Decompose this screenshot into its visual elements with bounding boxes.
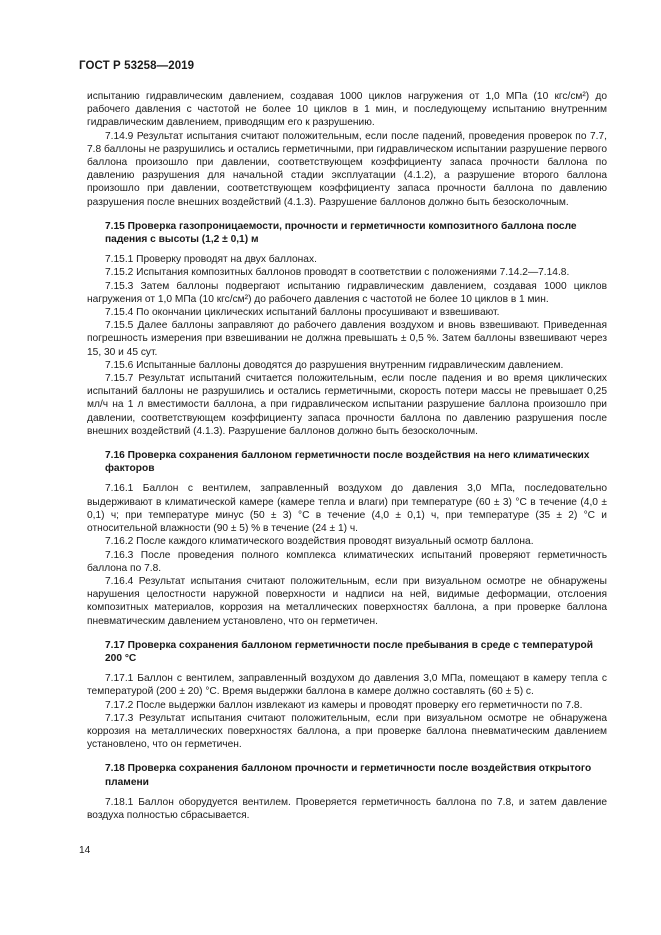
paragraph-7-15-6: 7.15.6 Испытанные баллоны доводятся до разрушения внутренним гидравлическим давлением. <box>105 359 564 371</box>
standard-code-header: ГОСТ Р 53258—2019 <box>79 60 195 72</box>
page-body <box>87 90 607 822</box>
paragraph-continuation: испытанию гидравлическим давлением, создавая 1000 циклов нагружения от 1,0 МПа (10 кгс/см²) до рабочего давления с частотой не более 10 циклов в 1 мин, и последующему испытанию внутренним гидравлическим давлением, приводящим его к разрушению. <box>87 91 607 129</box>
section-heading-7-18: 7.18 Проверка сохранения баллоном прочности и герметичности после воздействия открытого пламени <box>105 763 592 788</box>
paragraph-7-17-1: 7.17.1 Баллон с вентилем, заправленный воздухом до давления 3,0 МПа, помещают в камеру тепла с температурой (200 ± 20) °С. Время выдержки баллона в камере должно составлять (60 ± 5) с. <box>87 673 607 698</box>
paragraph-7-15-1: 7.15.1 Проверку проводят на двух баллонах. <box>105 254 317 266</box>
paragraph-7-18-1: 7.18.1 Баллон оборудуется вентилем. Проверяется герметичность баллона по 7.8, и затем давление воздуха полностью сбрасывается. <box>87 796 607 821</box>
section-heading-7-16: 7.16 Проверка сохранения баллоном герметичности после воздействия на него климатических факторов <box>105 450 590 475</box>
paragraph-7-16-3: 7.16.3 После проведения полного комплекса климатических испытаний проверяют герметичность баллона по 7.8. <box>87 549 607 574</box>
paragraph-7-16-4: 7.16.4 Результат испытания считают положительным, если при визуальном осмотре не обнаружены нарушения целостности наружной поверхности и надписи на ней, видимые деформации, отслоения композитных материалов, коррозия на металлических поверхностях баллона, а при проверке баллона пневматическим давлением установлено, что он герметичен. <box>87 575 607 627</box>
paragraph-7-14-9: 7.14.9 Результат испытания считают положительным, если после падений, проведения проверок по 7.7, 7.8 баллоны не разрушились и остались герметичными, при гидравлическом испытании разрушение первого баллона произошло при давлении, соответствующем коэффициенту запаса прочности баллона по давлению разрушения для начальной стадии эксплуатации (4.1.2), а разрушение второго баллона произошло при давлении, соответствующем коэффициенту запаса прочности баллона по давлению разрушения после внешних воздействий (4.1.3). Разрушение баллонов должно быть безосколочным. <box>87 130 607 208</box>
section-heading-7-17: 7.17 Проверка сохранения баллоном герметичности после пребывания в среде с температурой 200 °С <box>105 639 594 664</box>
paragraph-7-16-2: 7.16.2 После каждого климатического воздействия проводят визуальный осмотр баллона. <box>105 536 534 548</box>
paragraph-7-15-4: 7.15.4 По окончании циклических испытаний баллоны просушивают и взвешивают. <box>105 307 500 319</box>
paragraph-7-15-7: 7.15.7 Результат испытаний считается положительным, если после падения и во время циклических испытаний баллоны не разрушились и остались герметичными, скорость потери массы не превышает 0,25 мл/ч на 1 л вместимости баллона, а при гидравлическом испытании разрушение баллона произошло при давлении, соответствующем коэффициенту запаса прочности баллона по давлению разрушения после внешних воздействий (4.1.3). Разрушение баллонов должно быть безосколочным. <box>87 373 607 437</box>
paragraph-7-17-3: 7.17.3 Результат испытания считают положительным, если при визуальном осмотре не обнаружена коррозия на металлических поверхностях баллона, а при проверке баллона пневматическим давлением установлено, что он герметичен. <box>87 712 607 751</box>
paragraph-7-15-2: 7.15.2 Испытания композитных баллонов проводят в соответствии с положениями 7.14.2—7.14.8. <box>105 267 570 279</box>
paragraph-7-15-3: 7.15.3 Затем баллоны подвергают испытанию гидравлическим давлением, создавая 1000 циклов нагружения от 1,0 МПа (10 кгс/см²) до рабочего давления с частотой не более 10 циклов в 1 мин. <box>87 280 607 305</box>
paragraph-7-17-2: 7.17.2 После выдержки баллон извлекают из камеры и проводят проверку его герметичности по 7.8. <box>105 699 583 711</box>
section-heading-7-15: 7.15 Проверка газопроницаемости, прочности и герметичности композитного баллона после падения с высоты (1,2 ± 0,1) м <box>105 220 577 246</box>
paragraph-7-16-1: 7.16.1 Баллон с вентилем, заправленный воздухом до давления 3,0 МПа, последовательно выдерживают в климатической камере (камере тепла и влаги) при температуре (60 ± 3) °С в течение (4,0 ± 0,1) ч; при температуре минус (50 ± 3) °С в течение (4,0 ± 0,1) ч, при температуре (35 ± 2) °С и относительной влажности (90 ± 5) % в течение (24 ± 1) ч. <box>87 483 607 535</box>
page-number: 14 <box>79 845 91 856</box>
paragraph-7-15-5: 7.15.5 Далее баллоны заправляют до рабочего давления воздухом и вновь взвешивают. Приведенная погрешность измерения при взвешивании не должна превышать ± 0,5 %. Затем баллоны взвешивают через 15, 30 и 45 сут. <box>87 320 607 358</box>
